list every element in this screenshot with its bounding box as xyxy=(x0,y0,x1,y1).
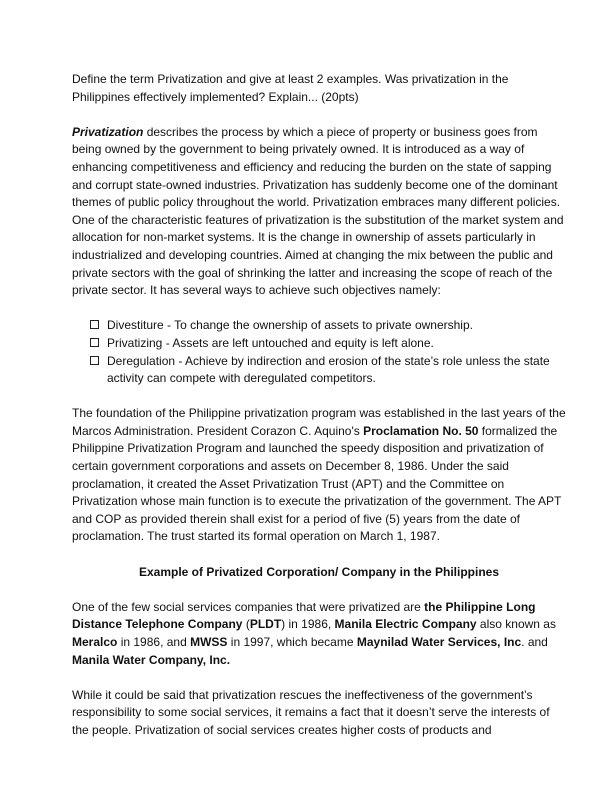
company-abbrev: PLDT xyxy=(249,617,282,632)
company-name: Manila Electric Company xyxy=(334,617,477,632)
question-text: Define the term Privatization and give at least 2 examples. Was privatization in the Philippines effectively implemented? Explain... (20pts) xyxy=(72,72,509,104)
checklist-item xyxy=(90,335,566,353)
company-name: Manila Water Company, Inc. xyxy=(72,652,231,667)
checklist-item-text: Privatizing - Assets are left untouched and equity is left alone. xyxy=(107,335,434,350)
term-privatization: Privatization xyxy=(72,124,144,139)
checklist-item-text: Divestiture - To change the ownership of assets to private ownership. xyxy=(107,318,473,333)
intro-text: describes the process by which a piece of property or business goes from being owned by the government to being privately owned. It is introduced as a way of enhancing competitiveness and efficiency and reducing the burden on the state of sapping and corrupt state-owned industries. Privatization has suddenly become one of the dominant themes of public policy throughout the world. Privatization embraces many different policies. One of the characteristic features of privatization is the substitution of the market system and allocation for non-market systems. It is the change in ownership of assets particularly in industrialized and developing countries. Aimed at changing the mix between the public and private sectors with the goal of shrinking the latter and increasing the scope of reach of the private sector. It has several ways to achieve such objectives namely: xyxy=(72,124,564,298)
checklist-item-text: Deregulation - Achieve by indirection and erosion of the state’s role unless the state activity can compete with deregulated competitors. xyxy=(107,353,550,386)
objectives-checklist xyxy=(72,317,566,387)
company-name: Maynilad Water Services, Inc xyxy=(356,635,522,649)
examples-text: in 1986, and xyxy=(117,635,191,649)
examples-text: in 1997, which became xyxy=(227,635,357,649)
examples-text: ) in 1986, xyxy=(281,617,335,632)
examples-text: ( xyxy=(242,617,250,632)
examples-text: One of the few social services companies that were privatized are xyxy=(72,599,425,614)
company-abbrev: MWSS xyxy=(190,635,228,649)
examples-text: . and xyxy=(521,635,548,649)
examples-text: also known as xyxy=(476,617,556,632)
closing-paragraph: While it could be said that privatization rescues the ineffectiveness of the government’s responsibility to some social services, it remains a fact that it doesn’t serve the interests of the people. Privatization of social services creates higher costs of products and xyxy=(72,687,550,737)
checkbox-icon xyxy=(90,356,99,365)
foundation-text: formalized the Philippine Privatization Program and launched the speedy disposition and privatization of certain government corporations and assets on December 8, 1986. Under the said proclamation, it created the Asset Privatization Trust (APT) and the Committee on Privatization whose main function is to execute the privatization of the government. The APT and COP as provided therein shall exist for a period of five (5) years from the date of proclamation. The trust started its formal operation on March 1, 1987. xyxy=(72,423,562,544)
checklist-item xyxy=(90,317,566,335)
checkbox-icon xyxy=(90,338,99,347)
foundation-text: The foundation of the Philippine privatization program was established in the last years of the Marcos Administration. President Corazon C. Aquino's xyxy=(72,406,566,438)
section-heading: Example of Privatized Corporation/ Company in the Philippines xyxy=(138,564,500,579)
checkbox-icon xyxy=(90,320,99,329)
foundation-paragraph xyxy=(72,405,566,546)
proclamation-name: Proclamation No. 50 xyxy=(363,423,479,438)
company-name: the Philippine Long Distance Telephone Company xyxy=(72,599,536,632)
examples-paragraph xyxy=(72,599,566,669)
intro-paragraph xyxy=(72,124,566,300)
checklist-item xyxy=(90,353,566,388)
company-abbrev: Meralco xyxy=(72,635,118,649)
